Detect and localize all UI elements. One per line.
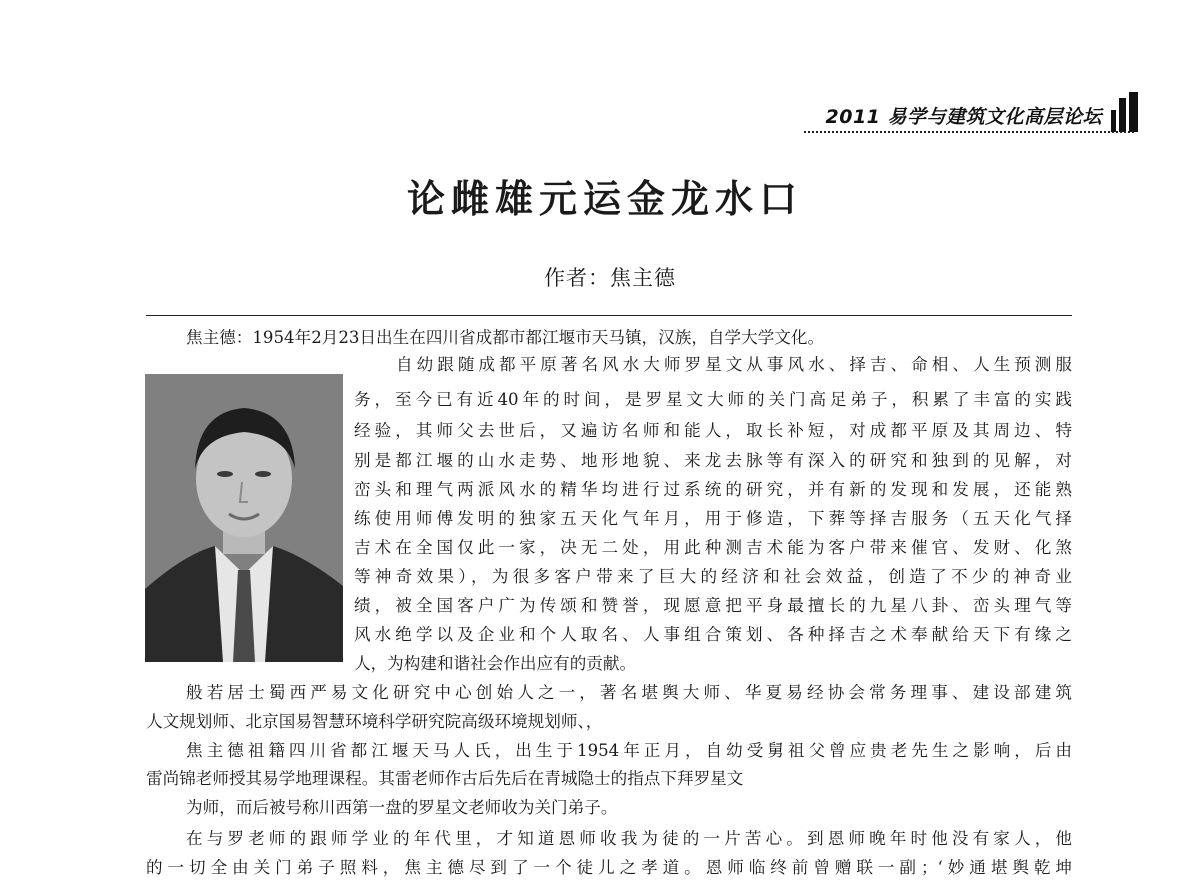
bio-line: 练使用师傅发明的独家五天化气年月，用于修造，下葬等择吉服务（五天化气择 <box>354 509 1072 528</box>
running-header <box>826 92 1139 132</box>
bio-line: 别是都江堰的山水走势、地形地貌、来龙去脉等有深入的研究和独到的见解，对 <box>354 451 1072 470</box>
paragraph-line: 的一切全由关门弟子照料，焦主德尽到了一个徒儿之孝道。恩师临终前曾赠联一副；‘妙通堪舆乾坤 <box>146 858 1072 877</box>
bio-line: 等神奇效果），为很多客户带来了巨大的经济和社会效益，创造了不少的神奇业 <box>354 567 1072 586</box>
running-header-text: 2011 易学与建筑文化高层论坛 <box>825 106 1102 128</box>
bio-line: 人，为构建和谐社会作出应有的贡献。 <box>354 654 637 673</box>
paragraph-line: 焦主德祖籍四川省都江堰天马人氏，出生于1954年正月，自幼受舅祖父曾应贵老先生之影响，后由 <box>186 741 1072 760</box>
paragraph-line: 般若居士蜀西严易文化研究中心创始人之一，著名堪舆大师、华夏易经协会常务理事、建设部建筑 <box>186 683 1072 702</box>
bio-line: 吉术在全国仅此一家，决无二处，用此种测吉术能为客户带来催官、发财、化煞 <box>354 538 1072 557</box>
author-portrait <box>145 374 343 662</box>
bio-line: 经验，其师父去世后，又遍访名师和能人，取长补短，对成都平原及其周边、特 <box>354 421 1072 440</box>
bio-line: 风水绝学以及企业和个人取名、人事组合策划、各种择吉之术奉献给天下有缘之 <box>354 625 1072 644</box>
paragraph-line: 在与罗老师的跟师学业的年代里，才知道恩师收我为徒的一片苦心。到恩师晚年时他没有家人，他 <box>186 829 1072 848</box>
running-header-rule <box>804 131 1134 133</box>
bio-line: 绩，被全国客户广为传颂和赞誉，现愿意把平身最擅长的九星八卦、峦头理气等 <box>354 596 1072 615</box>
bio-line: 自幼跟随成都平原著名风水大师罗星文从事风水、择吉、命相、人生预测服 <box>396 355 1072 374</box>
paragraph-line: 人文规划师、北京国易智慧环境科学研究院高级环境规划师、， <box>146 712 603 731</box>
bio-line: 务，至今已有近40年的时间，是罗星文大师的关门高足弟子，积累了丰富的实践 <box>354 390 1072 409</box>
paragraph-line: 雷尚锦老师授其易学地理课程。其雷老师作古后先后在青城隐士的指点下拜罗星文 <box>146 769 744 788</box>
header-bars-icon <box>1108 92 1138 132</box>
paragraph-line: 为师，而后被号称川西第一盘的罗星文老师收为关门弟子。 <box>186 798 618 817</box>
article-title: 论雌雄元运金龙水口 <box>406 176 803 221</box>
author-line: 作者：焦主德 <box>544 266 676 290</box>
title-divider <box>146 315 1072 316</box>
bio-line: 峦头和理气两派风水的精华均进行过系统的研究，并有新的发现和发展，还能熟 <box>354 480 1072 499</box>
bio-line: 焦主德：1954年2月23日出生在四川省成都市都江堰市天马镇，汉族，自学大学文化。 <box>186 328 825 347</box>
